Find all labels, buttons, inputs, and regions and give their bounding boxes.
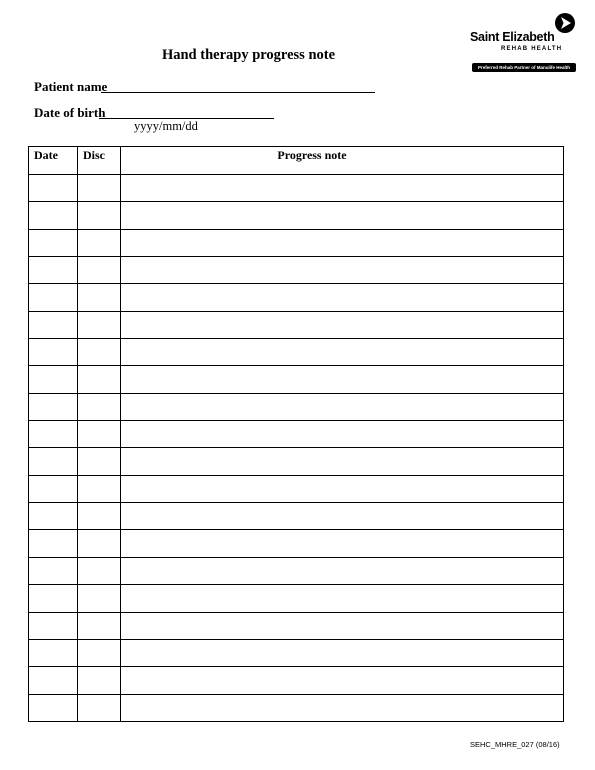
date-cell[interactable]: [29, 448, 78, 475]
disc-cell[interactable]: [78, 585, 121, 612]
table-row: [29, 503, 564, 530]
disc-cell[interactable]: [78, 339, 121, 366]
date-cell[interactable]: [29, 257, 78, 284]
table-row: [29, 612, 564, 639]
progress-note-cell[interactable]: [121, 393, 564, 420]
date-cell[interactable]: [29, 393, 78, 420]
table-row: [29, 475, 564, 502]
table-row: [29, 557, 564, 584]
brand-logo: [470, 12, 578, 76]
disc-cell[interactable]: [78, 530, 121, 557]
disc-cell[interactable]: [78, 639, 121, 666]
disc-cell[interactable]: [78, 284, 121, 311]
date-of-birth-label: Date of birth: [34, 105, 106, 120]
table-row: [29, 667, 564, 694]
date-cell[interactable]: [29, 557, 78, 584]
logo-tagline: Preferred Rehab Partner of Manulife Health: [477, 65, 571, 70]
disc-cell[interactable]: [78, 694, 121, 721]
table-row: [29, 339, 564, 366]
table-header-row: [29, 147, 564, 175]
table-row: [29, 694, 564, 721]
disc-cell[interactable]: [78, 612, 121, 639]
disc-cell[interactable]: [78, 557, 121, 584]
logo-tagline-bar: [472, 63, 576, 72]
table-row: [29, 530, 564, 557]
date-cell[interactable]: [29, 639, 78, 666]
progress-note-cell[interactable]: [121, 421, 564, 448]
progress-note-cell[interactable]: [121, 284, 564, 311]
disc-cell[interactable]: [78, 202, 121, 229]
progress-note-cell[interactable]: [121, 366, 564, 393]
logo-name: Saint Elizabeth: [470, 30, 555, 44]
form-code: SEHC_MHRE_027 (08/16): [470, 740, 560, 749]
disc-cell[interactable]: [78, 503, 121, 530]
progress-note-cell[interactable]: [121, 694, 564, 721]
date-cell[interactable]: [29, 503, 78, 530]
progress-note-cell[interactable]: [121, 202, 564, 229]
date-cell[interactable]: [29, 339, 78, 366]
disc-cell[interactable]: [78, 311, 121, 338]
disc-cell[interactable]: [78, 229, 121, 256]
column-header-progress-note: Progress note: [121, 147, 564, 175]
logo-subtitle: REHAB HEALTH: [501, 46, 563, 52]
table-row: [29, 585, 564, 612]
table-row: [29, 284, 564, 311]
saint-elizabeth-mark-icon: [554, 12, 576, 34]
disc-cell[interactable]: [78, 366, 121, 393]
date-cell[interactable]: [29, 366, 78, 393]
disc-cell[interactable]: [78, 393, 121, 420]
disc-cell[interactable]: [78, 421, 121, 448]
progress-note-cell[interactable]: [121, 311, 564, 338]
progress-note-cell[interactable]: [121, 175, 564, 202]
progress-note-cell[interactable]: [121, 585, 564, 612]
date-cell[interactable]: [29, 421, 78, 448]
page-title: Hand therapy progress note: [161, 47, 336, 63]
progress-note-cell[interactable]: [121, 557, 564, 584]
table-row: [29, 229, 564, 256]
date-cell[interactable]: [29, 530, 78, 557]
progress-note-cell[interactable]: [121, 612, 564, 639]
disc-cell[interactable]: [78, 175, 121, 202]
table-row: [29, 393, 564, 420]
progress-note-table: [28, 146, 564, 722]
column-header-date: Date: [29, 147, 78, 175]
table-row: [29, 311, 564, 338]
progress-note-cell[interactable]: [121, 667, 564, 694]
progress-note-cell[interactable]: [121, 503, 564, 530]
progress-note-cell[interactable]: [121, 475, 564, 502]
date-cell[interactable]: [29, 585, 78, 612]
table-row: [29, 175, 564, 202]
date-cell[interactable]: [29, 311, 78, 338]
table-row: [29, 448, 564, 475]
table-row: [29, 202, 564, 229]
table-body: [29, 175, 564, 722]
date-cell[interactable]: [29, 175, 78, 202]
progress-note-cell[interactable]: [121, 257, 564, 284]
date-cell[interactable]: [29, 612, 78, 639]
table-row: [29, 639, 564, 666]
disc-cell[interactable]: [78, 475, 121, 502]
patient-name-field[interactable]: [101, 91, 375, 93]
patient-name-label: Patient name: [34, 79, 108, 94]
disc-cell[interactable]: [78, 257, 121, 284]
disc-cell[interactable]: [78, 448, 121, 475]
progress-note-cell[interactable]: [121, 639, 564, 666]
date-cell[interactable]: [29, 202, 78, 229]
progress-note-cell[interactable]: [121, 448, 564, 475]
table-row: [29, 366, 564, 393]
date-format-hint: yyyy/mm/dd: [134, 119, 198, 133]
progress-note-cell[interactable]: [121, 530, 564, 557]
date-cell[interactable]: [29, 667, 78, 694]
table-row: [29, 421, 564, 448]
date-cell[interactable]: [29, 284, 78, 311]
progress-note-cell[interactable]: [121, 339, 564, 366]
table-row: [29, 257, 564, 284]
date-cell[interactable]: [29, 229, 78, 256]
date-cell[interactable]: [29, 694, 78, 721]
progress-note-cell[interactable]: [121, 229, 564, 256]
column-header-disc: Disc: [78, 147, 121, 175]
date-cell[interactable]: [29, 475, 78, 502]
disc-cell[interactable]: [78, 667, 121, 694]
